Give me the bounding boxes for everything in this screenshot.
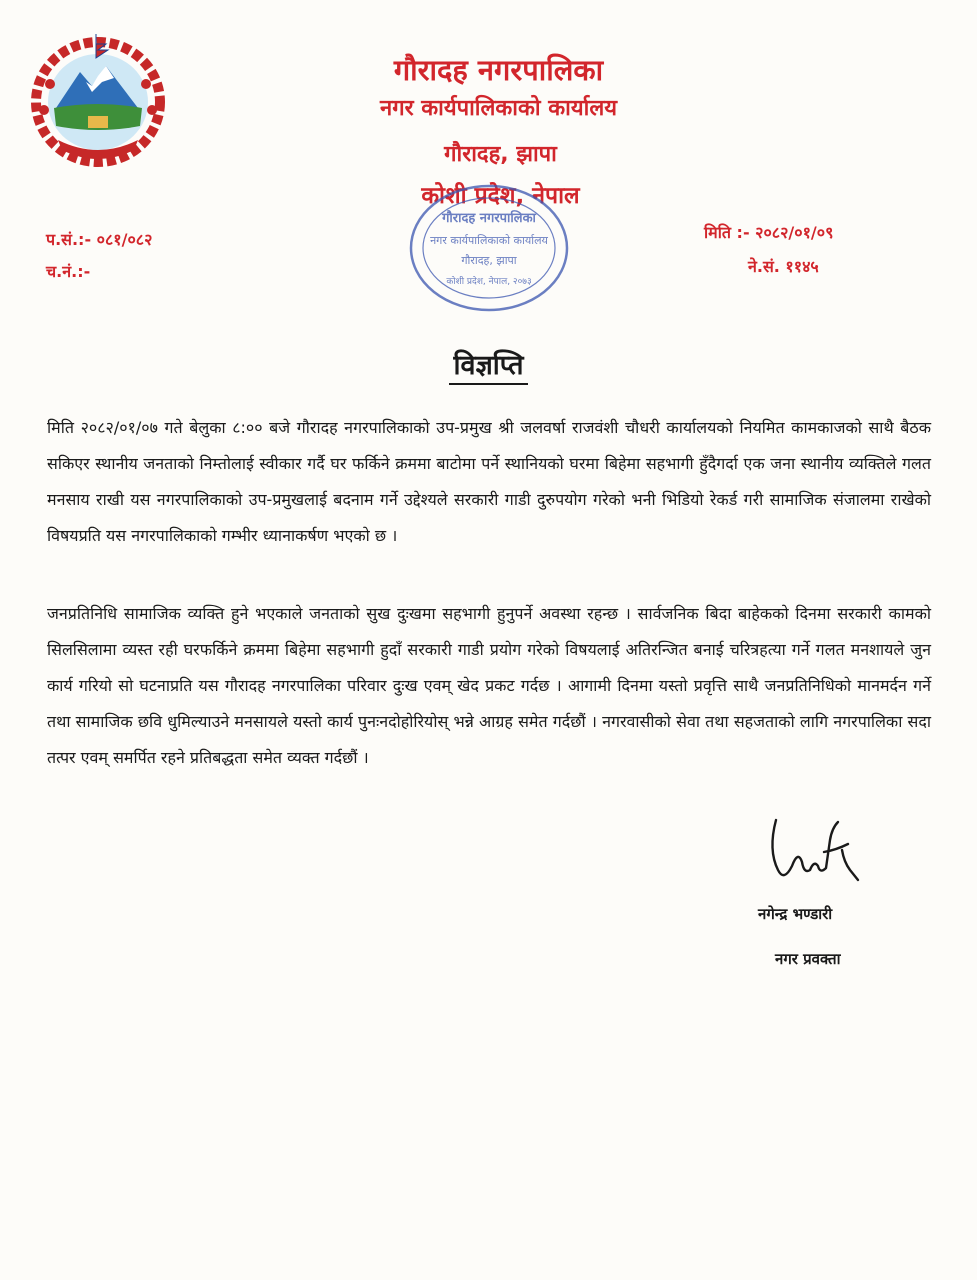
notice-date: मिति :- २०८२/०१/०९ [704, 223, 834, 242]
province-country: कोशी प्रदेश, नेपाल [421, 183, 580, 209]
stamp-text-location: गौरादह, झापा [461, 254, 517, 267]
notice-paragraph-2: जनप्रतिनिधि सामाजिक व्यक्ति हुने भएकाले जनताको सुख दुःखमा सहभागी हुनुपर्ने अवस्था रहन्छ । सार्वजनिक बिदा बाहेकको दिनमा सरकारी कामको सिलसिलामा व्यस्त रही घरफर्किने क्रममा बिहेमा सहभागी हुदाँ सरकारी गाडी प्रयोग गरेको विषयलाई अतिरन्जित बनाई चरित्रहत्या गर्ने गलत मनशायले जुन कार्य गरियो सो घटनाप्रति यस गौरादह नगरपालिका परिवार दुःख एवम् खेद प्रकट गर्दछ । आगामी दिनमा यस्तो प्रवृत्ति साथै जनप्रतिनिधिको मानमर्दन गर्ने तथा सामाजिक छवि धुमिल्याउने मनसायले यस्तो कार्य पुनःनदोहोरियोस् भन्ने आग्रह समेत गर्दछौं । नगरवासीको सेवा तथा सहजताको लागि नगरपालिका सदा तत्पर एवम् समर्पित रहने प्रतिबद्धता समेत व्यक्त गर्दछौं । [47, 604, 931, 767]
notice-paragraph-1: मिति २०८२/०१/०७ गते बेलुका ८:०० बजे गौरादह नगरपालिकाको उप-प्रमुख श्री जलवर्षा राजवंशी चौधरी कार्यालयको नियमित कामकाजको साथै बैठक सकिएर स्थानीय जनताको निम्तोलाई स्वीकार गर्दै घर फर्किने क्रममा बाटोमा पर्ने स्थानियको घरमा बिहेमा सहभागी हुँदैगर्दा एक जना स्थानीय व्यक्तिले गलत मनसाय राखी यस नगरपालिकाको उप-प्रमुखलाई बदनाम गर्ने उद्देश्यले सरकारी गाडी दुरुपयोग गरेको भनी भिडियो रेकर्ड गरी सामाजिक संजालमा राखेको विषयप्रति यस नगरपालिकाको गम्भीर ध्यानाकर्षण भएको छ । [47, 418, 931, 545]
stamp-text-province: कोशी प्रदेश, नेपाल, २०७३ [446, 277, 532, 287]
signatory-name: नगेन्द्र भण्डारी [758, 905, 833, 923]
office-location: गौरादह, झापा [444, 142, 557, 167]
handwritten-signature-icon [758, 800, 868, 895]
office-stamp-icon [404, 180, 574, 316]
dispatch-number: च.नं.:- [46, 262, 91, 281]
notice-title [0, 345, 977, 382]
stamp-text-office: नगर कार्यपालिकाको कार्यालय [430, 234, 548, 247]
notice-title-text: विज्ञप्ति [449, 350, 527, 385]
nepal-sambat-year: ने.सं. ११४५ [748, 257, 819, 276]
stamp-text-municipality: गौरादह नगरपालिका [442, 211, 536, 226]
reference-number: प.सं.:- ०८१/०८२ [46, 230, 153, 249]
office-name: नगर कार्यपालिकाको कार्यालय [380, 96, 617, 121]
municipality-name: गौरादह नगरपालिका [393, 53, 604, 87]
signatory-title: नगर प्रवक्ता [775, 950, 841, 968]
